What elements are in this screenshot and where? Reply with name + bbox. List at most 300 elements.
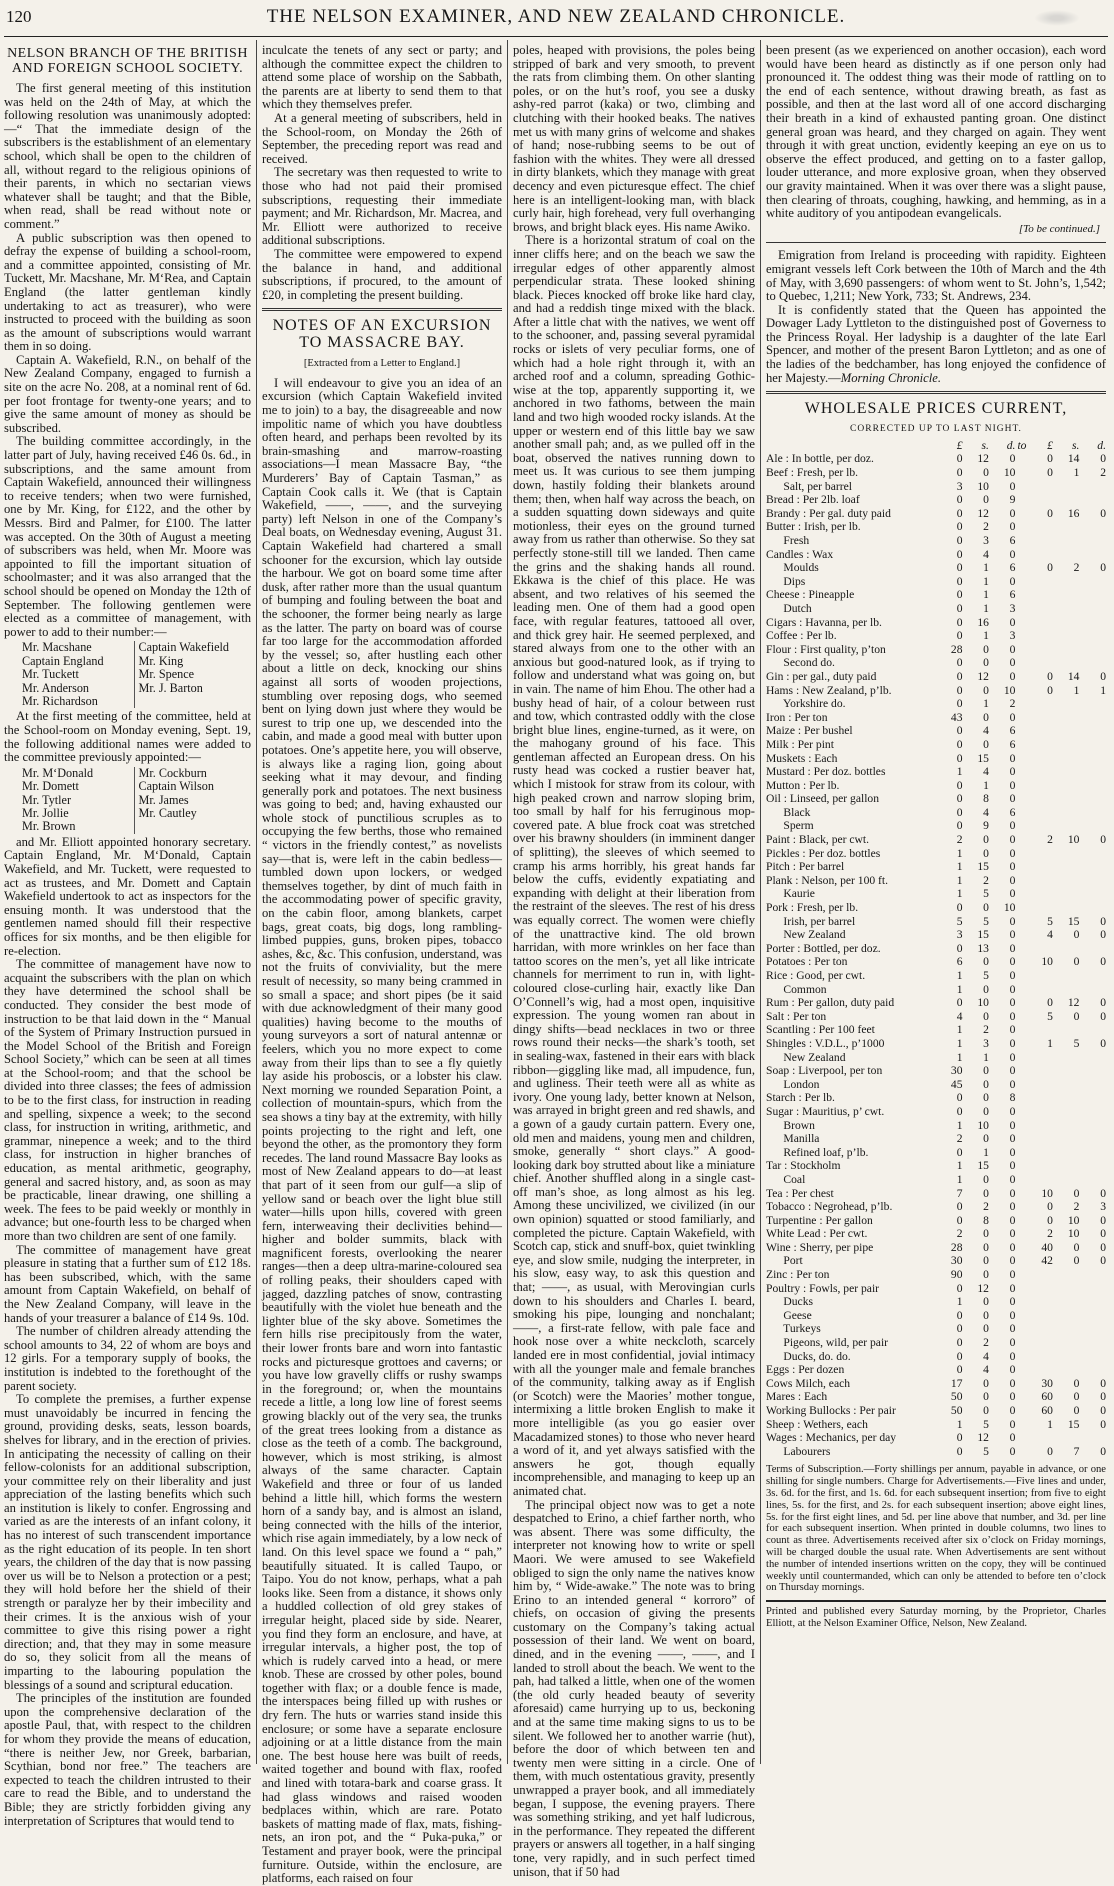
price-value: 15 — [977, 928, 989, 942]
paragraph: The number of children already attending the school amounts to 34, 22 of whom are boys and 12 girls. For a temporary supply of books, the institution is indebted to the forethought of the parent society. — [4, 1324, 251, 1393]
price-value: 0 — [1009, 615, 1016, 629]
price-value: 0 — [956, 1308, 963, 1322]
section-divider — [766, 391, 1106, 394]
price-value: 0 — [1009, 819, 1016, 833]
price-gap — [1015, 1322, 1026, 1336]
column-2 — [262, 43, 502, 1886]
price-value: 1 — [956, 1118, 963, 1132]
unit-label: d. — [1097, 438, 1106, 452]
price-value: 0 — [956, 1444, 963, 1458]
price-row — [766, 548, 1106, 562]
price-value: 1 — [956, 1295, 963, 1309]
price-value — [1026, 548, 1052, 562]
price-value: 0 — [956, 1104, 963, 1118]
price-row — [766, 1105, 1106, 1119]
price-value — [1026, 765, 1052, 779]
price-value: 2 — [983, 1336, 989, 1350]
price-value — [1053, 1431, 1079, 1445]
price-value — [1053, 493, 1079, 507]
price-value: 5 — [1073, 1036, 1080, 1050]
price-item: Porter : Bottled, per doz. — [766, 941, 881, 955]
price-value — [1026, 697, 1052, 711]
price-value: 1 — [1073, 466, 1080, 480]
price-value — [1053, 1295, 1079, 1309]
price-gap — [1015, 1309, 1026, 1323]
price-value — [1026, 1350, 1052, 1364]
price-value — [1079, 697, 1106, 711]
price-value — [1026, 1105, 1052, 1119]
price-value: 0 — [1047, 669, 1053, 683]
price-value — [1079, 752, 1106, 766]
price-item: London — [766, 1077, 820, 1091]
price-value — [1026, 1363, 1052, 1377]
price-value: 6 — [1009, 588, 1016, 602]
price-value: 15 — [977, 751, 989, 765]
price-value: 6 — [1009, 805, 1016, 819]
price-value: 15 — [977, 1159, 989, 1173]
price-value: 0 — [1009, 928, 1016, 942]
price-item: Bread : Per 2lb. loaf — [766, 493, 860, 507]
price-value: 2 — [956, 1132, 963, 1146]
price-value: 14 — [1067, 669, 1080, 683]
price-value: 0 — [983, 955, 989, 969]
price-gap — [1015, 1105, 1026, 1119]
price-item: Pigeons, wild, per pair — [766, 1336, 889, 1350]
price-row — [766, 1404, 1106, 1418]
price-value: 0 — [1009, 982, 1016, 996]
price-value: 0 — [956, 805, 963, 819]
price-value — [1026, 1023, 1052, 1037]
paragraph: It is confidently stated that the Queen has appointed the Dowager Lady Lyttleton to the distinguished post of Governess to the Princess Royal. Her ladyship is a daughter of the late Earl Spencer, and mother of the present Baron Lyttleton; and as one of the ladies of the bedchamber, has long enjoyed the confidence of her Majesty.—Morning Chronicle. — [766, 302, 1106, 385]
price-value — [1026, 616, 1052, 630]
price-row — [766, 480, 1106, 494]
price-value: 0 — [956, 792, 963, 806]
price-value: 1 — [1047, 1036, 1053, 1050]
committee-name: Mr. Domett — [22, 780, 135, 793]
price-value — [1079, 588, 1106, 602]
price-row — [766, 955, 1106, 969]
price-row — [766, 847, 1106, 861]
price-value: 0 — [983, 710, 989, 724]
price-value: 0 — [983, 1295, 989, 1309]
price-value: 1 — [1073, 683, 1080, 697]
price-gap — [1015, 942, 1026, 956]
price-value: 0 — [983, 846, 989, 860]
price-gap — [1015, 1363, 1026, 1377]
price-row — [766, 901, 1106, 915]
price-item: Soap : Liverpool, per ton — [766, 1064, 883, 1078]
price-value — [1079, 1023, 1106, 1037]
price-item: Eggs : Per dozen — [766, 1363, 845, 1377]
price-value — [1053, 575, 1079, 589]
price-item: Turkeys — [766, 1322, 821, 1336]
price-value — [1026, 575, 1052, 589]
price-item: Sugar : Mauritius, p’ cwt. — [766, 1104, 885, 1118]
price-value: 60 — [1041, 1404, 1053, 1417]
price-value — [1053, 602, 1079, 616]
price-item: Milk : Per pint — [766, 737, 834, 751]
price-row — [766, 588, 1106, 602]
price-value — [1053, 1322, 1079, 1336]
price-value — [1053, 738, 1079, 752]
price-value — [1026, 1051, 1052, 1065]
price-value — [1026, 860, 1052, 874]
price-value: 4 — [983, 547, 989, 561]
price-gap — [1015, 1445, 1026, 1459]
price-item: Mares : Each — [766, 1390, 828, 1404]
price-value — [1026, 602, 1052, 616]
price-row — [766, 724, 1106, 738]
price-gap — [1015, 656, 1026, 670]
price-gap — [1015, 996, 1026, 1010]
price-value: 0 — [983, 1322, 989, 1336]
price-item: Refined loaf, p’lb. — [766, 1145, 869, 1159]
price-value: 0 — [1100, 1444, 1106, 1458]
price-value: 4 — [956, 1009, 963, 1023]
price-value: 0 — [1009, 1145, 1016, 1159]
price-value: 30 — [950, 1064, 963, 1078]
price-gap — [1015, 1418, 1026, 1432]
price-value — [1079, 969, 1106, 983]
price-gap — [1015, 452, 1026, 466]
price-value — [1053, 1091, 1079, 1105]
price-value — [1079, 874, 1106, 888]
price-value: 4 — [983, 1349, 989, 1363]
price-value: 0 — [1009, 1322, 1016, 1336]
price-value — [1026, 1322, 1052, 1336]
committee-name: Mr. Jollie — [22, 807, 135, 820]
price-value: 0 — [1100, 1009, 1106, 1023]
price-value — [1079, 1146, 1106, 1160]
price-item: Sheep : Wethers, each — [766, 1417, 868, 1431]
column-rule — [760, 40, 761, 1764]
price-value: 0 — [1009, 765, 1016, 779]
price-value: 0 — [1073, 1009, 1080, 1023]
price-value: 0 — [983, 833, 989, 847]
price-value: 5 — [956, 914, 963, 928]
price-row — [766, 752, 1106, 766]
price-value: 9 — [1009, 493, 1016, 507]
committee-name: Mr. J. Barton — [138, 680, 203, 695]
price-value — [1053, 1159, 1079, 1173]
to-label: to — [1017, 438, 1027, 452]
price-value: 4 — [983, 724, 989, 738]
price-value — [1053, 1363, 1079, 1377]
price-value: 0 — [983, 1132, 989, 1146]
price-value — [1026, 1078, 1052, 1092]
price-row — [766, 996, 1106, 1010]
price-value: 2 — [956, 833, 963, 847]
price-item: Flour : First quality, p’ton — [766, 642, 886, 656]
price-value: 2 — [1073, 1200, 1080, 1214]
price-value: 5 — [983, 1417, 989, 1431]
price-value — [1079, 1078, 1106, 1092]
price-value: 0 — [1009, 1023, 1016, 1037]
price-row — [766, 684, 1106, 698]
price-value: 0 — [1009, 1009, 1016, 1023]
price-value — [1053, 643, 1079, 657]
committee-list — [22, 641, 251, 708]
price-value: 8 — [1009, 1091, 1016, 1105]
price-gap — [1015, 1037, 1026, 1051]
price-item: Kaurie — [766, 887, 815, 901]
price-value: 2 — [983, 1200, 989, 1214]
price-item: Potatoes : Per ton — [766, 955, 848, 969]
price-value: 0 — [983, 466, 989, 480]
price-value: 4 — [1047, 928, 1053, 942]
price-value — [1053, 874, 1079, 888]
committee-name: Mr. Anderson — [22, 682, 135, 695]
price-value — [1053, 656, 1079, 670]
price-value — [1079, 616, 1106, 630]
price-value: 0 — [1009, 1200, 1016, 1214]
price-value: 9 — [983, 819, 989, 833]
price-value: 0 — [1009, 520, 1016, 534]
price-row — [766, 942, 1106, 956]
price-gap — [1015, 493, 1026, 507]
price-value: 0 — [1009, 1417, 1016, 1431]
price-row — [766, 928, 1106, 942]
price-row — [766, 1173, 1106, 1187]
price-row — [766, 833, 1106, 847]
price-item: Pork : Fresh, per lb. — [766, 901, 859, 915]
price-gap — [1015, 901, 1026, 915]
paragraph: inculcate the tenets of any sect or party; and although the committee expect the children to attend some place of worship on the Sabbath, the parents are at liberty to send them to that which they themselves prefer. — [262, 43, 502, 112]
price-value — [1026, 520, 1052, 534]
price-value: 0 — [1100, 1240, 1106, 1254]
price-value: 4 — [983, 765, 989, 779]
price-gap — [1015, 779, 1026, 793]
price-item: Maize : Per bushel — [766, 724, 853, 738]
price-value: 0 — [956, 724, 963, 738]
price-row — [766, 792, 1106, 806]
price-gap — [1015, 847, 1026, 861]
price-value — [1053, 711, 1079, 725]
price-value — [1026, 1146, 1052, 1160]
price-value: 6 — [956, 955, 963, 969]
price-value: 2 — [1047, 833, 1053, 847]
price-value — [1026, 738, 1052, 752]
price-item: Poultry : Fowls, per pair — [766, 1281, 880, 1295]
price-value — [1026, 656, 1052, 670]
price-value — [1026, 711, 1052, 725]
price-gap — [1015, 983, 1026, 997]
price-row — [766, 1146, 1106, 1160]
price-value: 6 — [1009, 737, 1016, 751]
price-value — [1053, 819, 1079, 833]
price-value: 0 — [1009, 1240, 1016, 1254]
price-value: 0 — [1009, 1213, 1016, 1227]
price-row — [766, 819, 1106, 833]
price-value: 2 — [956, 1227, 963, 1241]
price-gap — [1015, 833, 1026, 847]
price-item: Geese — [766, 1308, 812, 1322]
price-gap — [1015, 1200, 1026, 1214]
price-value — [1053, 1105, 1079, 1119]
paragraph: been present (as we experienced on another occasion), each word would have been heard as distinctly as if one person only had pronounced it. The oddest thing was their mode of rattling on to the end of each sentence, without drawing breath, as fast as possible, and then at the last word all of one accord discharging their breath in a kind of exhausted panting groan. One distinct general groan was heard, and they charged on again. They went through it with great unction, evidently keeping an eye on us to observe the effect produced, and getting on to a faster gallop, louder utterance, and more explosive groan, when they observed our gravity maintained. When it was over there was a slight pause, then clearing of throats, coughing, hawking, and hemming, as in a white auditory of you antipodean evangelicals. — [766, 43, 1106, 221]
paragraph: The committee were empowered to expend the balance in hand, and additional subscriptions, if procured, to the amount of £20, in completing the present building. — [262, 246, 502, 302]
price-value — [1053, 1064, 1079, 1078]
price-value: 1 — [983, 601, 989, 615]
price-item: Cows Milch, each — [766, 1376, 851, 1390]
price-value: 0 — [956, 601, 963, 615]
price-value — [1053, 724, 1079, 738]
price-row — [766, 629, 1106, 643]
price-gap — [1015, 860, 1026, 874]
price-value: 1 — [983, 1050, 989, 1064]
price-item: Pitch : Per barrel — [766, 860, 845, 874]
subscription-terms: Terms of Subscription.—Forty shillings per annum, payable in advance, or one shilling for single numbers. Charge for Advertisements.—Five lines and under, 3s. 6d. for the first, and 1s. 6d. for each subsequent insertion; from five to eight lines, 5s. for the first, and 2s. for each subsequent insertion; above eight lines, 5s. for the first eight lines, and 5d. per line above that number, and 3d. per line for each subsequent insertion. When printed in double columns, two lines to count as three. Advertisements received after six o’clock on Friday mornings, will be charged double the usual rate. When Advertisements are sent without the number of intended insertions written on the copy, they will be continued weekly until countermanded, which can only be attended to before ten o’clock on Thursday mornings. — [766, 1464, 1106, 1594]
price-gap — [1015, 806, 1026, 820]
price-row — [766, 1132, 1106, 1146]
price-value — [1079, 1295, 1106, 1309]
price-value — [1053, 969, 1079, 983]
price-value: 10 — [1003, 901, 1016, 915]
price-value: 30 — [1041, 1376, 1053, 1390]
price-row — [766, 1214, 1106, 1228]
price-value — [1053, 847, 1079, 861]
price-item: Black — [766, 805, 811, 819]
price-value: 0 — [956, 683, 963, 697]
price-value: 3 — [956, 928, 963, 942]
price-value — [1079, 520, 1106, 534]
price-item: Salt : Per ton — [766, 1009, 827, 1023]
price-item: Beef : Fresh, per lb. — [766, 466, 859, 480]
price-row — [766, 1268, 1106, 1282]
price-value — [1079, 575, 1106, 589]
masthead — [4, 0, 1108, 37]
price-gap — [1015, 561, 1026, 575]
price-value: 0 — [1047, 506, 1053, 520]
price-value: 0 — [1009, 1172, 1016, 1186]
price-value: 28 — [950, 1240, 963, 1254]
price-value — [1053, 983, 1079, 997]
price-item: New Zealand — [766, 928, 846, 942]
price-value — [1079, 643, 1106, 657]
price-value: 7 — [956, 1186, 963, 1200]
price-value — [1079, 1173, 1106, 1187]
price-value — [1026, 1119, 1052, 1133]
price-value: 40 — [1041, 1240, 1053, 1254]
price-row — [766, 643, 1106, 657]
price-value: 15 — [1067, 914, 1080, 928]
price-item: Cheese : Pineapple — [766, 588, 855, 602]
paragraph: At a general meeting of subscribers, held in the School-room, on Monday the 26th of September, the preceding report was read and received. — [262, 110, 502, 166]
price-value: 0 — [1009, 873, 1016, 887]
price-value — [1053, 534, 1079, 548]
price-value: 0 — [956, 452, 963, 466]
price-value: 0 — [1100, 1404, 1106, 1417]
price-value: 3 — [1009, 601, 1016, 615]
price-value: 0 — [983, 1104, 989, 1118]
price-row — [766, 697, 1106, 711]
price-value: 0 — [983, 1308, 989, 1322]
committee-name: Captain Wilson — [138, 779, 214, 794]
price-value — [1079, 1350, 1106, 1364]
price-row — [766, 670, 1106, 684]
price-item: Sperm — [766, 819, 814, 833]
price-value: 0 — [1009, 1308, 1016, 1322]
price-value: 0 — [1009, 860, 1016, 874]
price-value — [1026, 983, 1052, 997]
price-gap — [1015, 969, 1026, 983]
price-value — [1079, 656, 1106, 670]
price-item: Candles : Wax — [766, 547, 834, 561]
price-value: 6 — [1009, 724, 1016, 738]
price-value — [1079, 1309, 1106, 1323]
price-value: 0 — [1009, 1281, 1016, 1295]
price-value — [1053, 1336, 1079, 1350]
price-value: 10 — [1067, 1213, 1080, 1227]
price-value — [1079, 901, 1106, 915]
price-value — [1079, 1159, 1106, 1173]
price-gap — [1015, 1404, 1026, 1418]
price-row — [766, 915, 1106, 929]
price-value: 1 — [956, 1023, 963, 1037]
price-value: 0 — [983, 1376, 989, 1390]
price-value: 0 — [1073, 1404, 1080, 1417]
price-row — [766, 1282, 1106, 1296]
newspaper-title: THE NELSON EXAMINER, AND NEW ZEALAND CHRONICLE. — [266, 6, 846, 27]
column-4 — [766, 44, 1106, 1762]
price-value: 0 — [983, 901, 989, 915]
price-item: Port — [766, 1254, 803, 1268]
price-value: 0 — [1009, 751, 1016, 765]
price-item: Tar : Stockholm — [766, 1159, 841, 1173]
price-value: 0 — [1009, 1132, 1016, 1146]
unit-label: £ — [1047, 438, 1053, 452]
price-value — [1079, 1119, 1106, 1133]
prices-heading: WHOLESALE PRICES CURRENT, — [804, 400, 1068, 418]
price-row — [766, 1159, 1106, 1173]
price-value — [1053, 1078, 1079, 1092]
price-item: Shingles : V.D.L., p’1000 — [766, 1036, 885, 1050]
price-value: 50 — [950, 1390, 963, 1404]
price-value — [1026, 792, 1052, 806]
price-item: Common — [766, 982, 827, 996]
price-row — [766, 602, 1106, 616]
price-item: New Zealand — [766, 1050, 846, 1064]
price-gap — [1015, 752, 1026, 766]
price-value: 0 — [983, 642, 989, 656]
price-value: 0 — [1009, 452, 1016, 466]
price-value: 1 — [956, 982, 963, 996]
price-value: 13 — [977, 941, 989, 955]
price-value: 0 — [956, 737, 963, 751]
price-row — [766, 1187, 1106, 1201]
price-item: Wages : Mechanics, per day — [766, 1431, 897, 1445]
price-value: 10 — [1003, 466, 1016, 480]
price-row — [766, 507, 1106, 521]
price-gap — [1015, 602, 1026, 616]
price-gap — [1015, 643, 1026, 657]
price-value: 0 — [956, 778, 963, 792]
price-value: 45 — [950, 1077, 963, 1091]
price-gap — [1015, 1132, 1026, 1146]
price-value: 5 — [1047, 914, 1053, 928]
price-value: 0 — [1009, 1336, 1016, 1350]
price-value: 0 — [983, 656, 989, 670]
price-row — [766, 1295, 1106, 1309]
price-item: Salt, per barrel — [766, 479, 852, 493]
paragraph: A public subscription was then opened to defray the expense of building a school-room, and a committee appointed, consisting of Mr. Tuckett, Mr. Macshane, Mr. M‘Rea, and Captain England (the latter gentleman kindly undertaking to act as treasurer), who were instructed to proceed with the building as soon as the amount of subscriptions would warrant them in so doing. — [4, 230, 251, 354]
committee-name — [139, 695, 252, 708]
price-value: 0 — [1047, 561, 1053, 575]
price-row — [766, 1227, 1106, 1241]
price-value: 0 — [1009, 1186, 1016, 1200]
price-value: 0 — [983, 1404, 989, 1417]
price-value: 0 — [956, 901, 963, 915]
